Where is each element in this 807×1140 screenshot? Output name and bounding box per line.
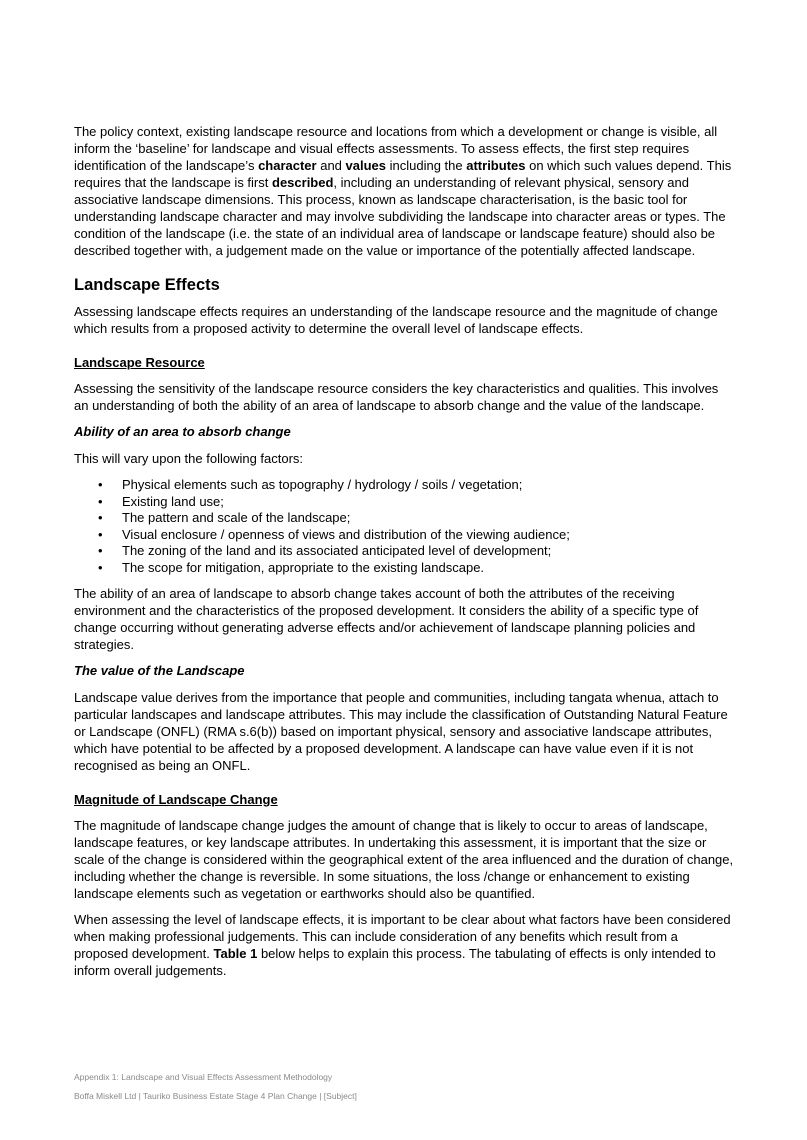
absorb-change-heading: Ability of an area to absorb change bbox=[74, 424, 291, 439]
bullet-icon: • bbox=[98, 477, 103, 492]
list-item: • Existing land use; bbox=[98, 493, 224, 509]
list-item: • Physical elements such as topography / hydrology / soils / vegetation; bbox=[98, 477, 523, 492]
landscape-resource-heading: Landscape Resource bbox=[74, 355, 205, 370]
bullet-icon: • bbox=[98, 493, 103, 509]
value-paragraph: Landscape value derives from the importance that people and communities, including tangata whenua, attach to particular landscapes and landscape attributes. This may include the classification of Outstanding Natural Feature or Landscape (ONFL) (RMA s.6(b)) based on important physical, sensory and associative landscape attributes, which have potential to be affected by a proposed development. A landscape can have value even if it is not recognised as being an ONFL. bbox=[74, 690, 728, 773]
bold-term: character bbox=[258, 158, 317, 173]
text-run: The policy context, existing landscape resource and locations from which a development or change is visible, all inform the ‘baseline’ for landscape and visual effects assessments. To assess effects, the first step requires identification of the landscape’s bbox=[74, 124, 718, 173]
bullet-icon: • bbox=[98, 543, 103, 558]
landscape-resource-paragraph: Assessing the sensitivity of the landscape resource considers the key characteristics and qualities. This involves an understanding of both the ability of an area of landscape to absorb change and the value of the landscape. bbox=[74, 381, 719, 413]
landscape-effects-paragraph: Assessing landscape effects requires an understanding of the landscape resource and the magnitude of change which results from a proposed activity to determine the overall level of landscape effects. bbox=[74, 304, 718, 336]
list-item: • The pattern and scale of the landscape; bbox=[98, 510, 351, 525]
bold-term: described bbox=[272, 175, 334, 190]
magnitude-paragraph-2: When assessing the level of landscape effects, it is important to be clear about what factors have been considered when making professional judgements. This can include consideration of any benefits which result from a proposed development. Table 1 below helps to explain this process. The tabulating of effects is only intended to inform overall judgements. bbox=[74, 912, 731, 978]
landscape-effects-heading: Landscape Effects bbox=[74, 276, 220, 294]
factors-list bbox=[74, 477, 734, 576]
magnitude-paragraph-1: The magnitude of landscape change judges the amount of change that is likely to occur to areas of landscape, landscape features, or key landscape attributes. In undertaking this assessment, it is important that the size or scale of the change is considered within the geographical extent of the area influenced and the duration of change, including whether the change is reversible. In some situations, the loss /change or enhancement to existing landscape elements such as vegetation or earthworks should also be quantified. bbox=[74, 818, 734, 901]
list-item: • The zoning of the land and its associated anticipated level of development; bbox=[98, 543, 552, 558]
value-heading: The value of the Landscape bbox=[74, 663, 245, 678]
list-item: • The scope for mitigation, appropriate to the existing landscape. bbox=[98, 559, 485, 575]
magnitude-heading: Magnitude of Landscape Change bbox=[74, 792, 278, 807]
absorb-change-lead: This will vary upon the following factors: bbox=[74, 451, 304, 466]
bold-term: attributes bbox=[466, 158, 526, 173]
footer-line-2: Boffa Miskell Ltd | Tauriko Business Estate Stage 4 Plan Change | [Subject] bbox=[74, 1091, 357, 1101]
text-run: including the bbox=[386, 158, 467, 173]
text-run: and bbox=[316, 158, 346, 173]
text-run: , including an understanding of relevant physical, sensory and associative landscape dimensions. This process, known as landscape characterisation, is the basic tool for understanding landscape character and may involve subdividing the landscape into character areas or types. The condition of the landscape (i.e. the state of an individual area of landscape or landscape feature) should also be described together with, a judgement made on the value or importance of the potentially affected landscape. bbox=[74, 175, 726, 258]
footer-line-1: Appendix 1: Landscape and Visual Effects Assessment Methodology bbox=[74, 1072, 333, 1082]
document-body bbox=[74, 123, 734, 979]
intro-paragraph bbox=[74, 123, 734, 259]
absorb-change-paragraph: The ability of an area of landscape to absorb change takes account of both the attributes of the receiving environment and the characteristics of the proposed development. It considers the ability of a specific type of change occurring without generating adverse effects and/or achievement of landscape planning policies and strategies. bbox=[74, 586, 699, 652]
bullet-icon: • bbox=[98, 559, 103, 575]
bold-term: values bbox=[345, 158, 387, 173]
list-item: • Visual enclosure / openness of views and distribution of the viewing audience; bbox=[98, 526, 570, 542]
text-run: on which such values depend. This requires that the landscape is first bbox=[74, 158, 732, 190]
bullet-icon: • bbox=[98, 510, 103, 525]
bullet-icon: • bbox=[98, 526, 103, 542]
